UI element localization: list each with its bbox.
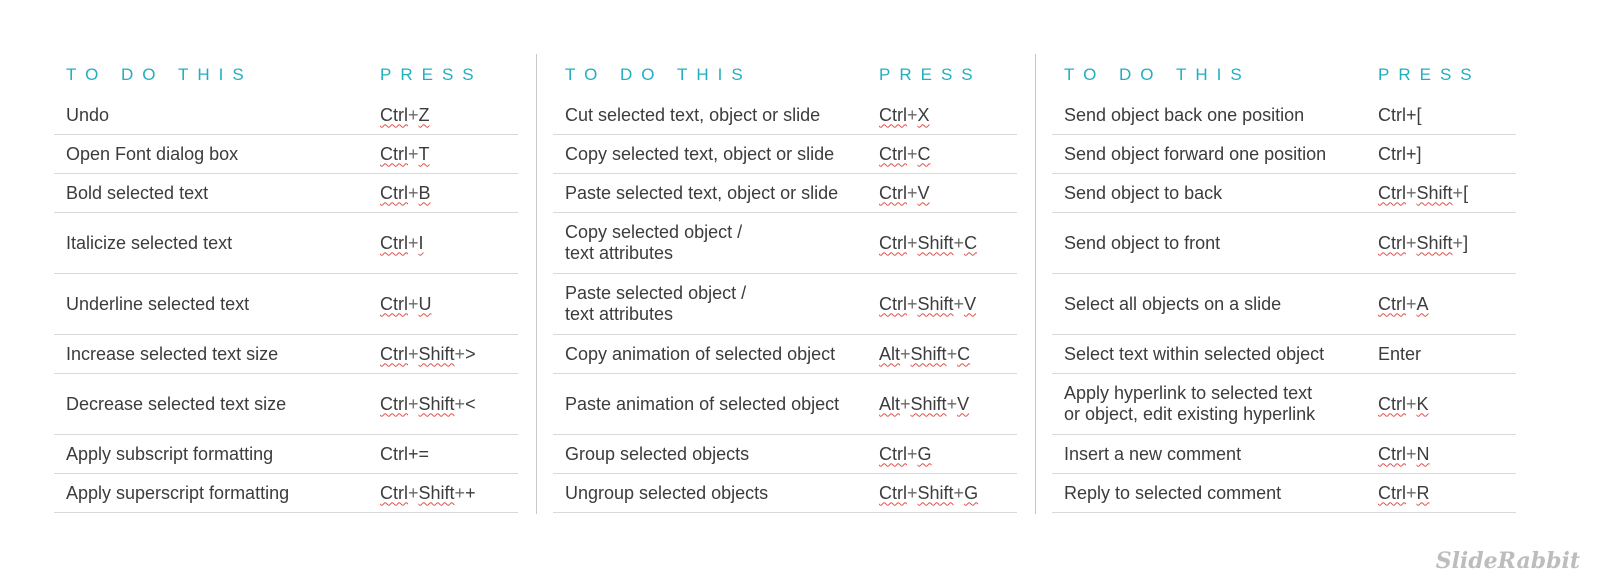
table-row <box>1052 96 1516 135</box>
shortcut-keys: Ctrl+Shift++ <box>380 482 476 503</box>
key-label: A <box>1416 293 1429 314</box>
key-label: Ctrl+[ <box>1378 104 1422 125</box>
key-label: V <box>964 293 977 314</box>
table-row <box>1052 474 1516 513</box>
key-label: ] <box>1463 232 1469 253</box>
key-label: Shift <box>1416 182 1453 203</box>
key-label: Ctrl <box>1378 393 1406 414</box>
key-label: V <box>917 182 930 203</box>
key-label: N <box>1416 443 1430 464</box>
table-row <box>54 213 518 274</box>
key-label: Shift <box>910 343 947 364</box>
key-label: R <box>1416 482 1430 503</box>
key-label: Ctrl <box>879 293 907 314</box>
table-row <box>54 374 518 435</box>
shortcut-keys: Ctrl+A <box>1378 293 1429 314</box>
shortcut-keys: Ctrl+T <box>380 143 430 164</box>
action-description: Apply hyperlink to selected text or object, edit existing hyperlink <box>1064 383 1316 424</box>
shortcut-keys: Ctrl+Shift+G <box>879 482 979 503</box>
key-label: < <box>465 393 476 414</box>
action-description: Apply subscript formatting <box>66 443 274 464</box>
action-description: Send object forward one position <box>1064 143 1327 164</box>
shortcut-keys: Alt+Shift+C <box>879 343 971 364</box>
table-row <box>54 335 518 374</box>
key-label: X <box>917 104 930 125</box>
table-row <box>553 274 1017 335</box>
header-to-do-this: TO DO THIS <box>1064 65 1251 84</box>
key-label: B <box>418 182 431 203</box>
table-row <box>54 274 518 335</box>
shortcut-keys: Ctrl+C <box>879 143 931 164</box>
action-description: Decrease selected text size <box>66 393 287 414</box>
key-label: Ctrl <box>879 143 907 164</box>
action-description: Increase selected text size <box>66 343 279 364</box>
action-description: Undo <box>66 104 110 125</box>
table-row <box>54 435 518 474</box>
table-row <box>553 213 1017 274</box>
key-label: > <box>465 343 476 364</box>
table-row <box>553 135 1017 174</box>
action-description: Italicize selected text <box>66 232 233 253</box>
sliderabbit-logo: SlideRabbit <box>1435 548 1580 574</box>
shortcut-keys: Ctrl+N <box>1378 443 1430 464</box>
key-label: Ctrl <box>879 182 907 203</box>
key-label: Ctrl <box>1378 443 1406 464</box>
key-label: Alt <box>879 393 901 414</box>
table-row <box>1052 174 1516 213</box>
table-header <box>1052 54 1516 96</box>
header-press: PRESS <box>879 65 982 84</box>
action-description: Reply to selected comment <box>1064 482 1282 503</box>
key-label: Ctrl <box>380 293 408 314</box>
shortcut-keys: Ctrl+G <box>879 443 932 464</box>
table-header <box>54 54 518 96</box>
action-description: Send object to back <box>1064 182 1223 203</box>
shortcut-keys: Ctrl+Z <box>380 104 430 125</box>
table-row <box>553 474 1017 513</box>
key-label: Ctrl <box>380 393 408 414</box>
header-press: PRESS <box>380 65 483 84</box>
key-label: Shift <box>917 293 954 314</box>
key-label: Shift <box>1416 232 1453 253</box>
table-row <box>1052 435 1516 474</box>
key-label: V <box>957 393 970 414</box>
action-description: Select text within selected object <box>1064 343 1325 364</box>
key-label: K <box>1416 393 1429 414</box>
shortcut-keys: Ctrl+U <box>380 293 432 314</box>
shortcut-keys: Ctrl+Shift+V <box>879 293 977 314</box>
shortcut-keys: Ctrl+X <box>879 104 930 125</box>
table-row <box>1052 135 1516 174</box>
table-row <box>553 174 1017 213</box>
header-to-do-this: TO DO THIS <box>565 65 752 84</box>
shortcut-table-2 <box>553 54 1017 513</box>
table-row <box>553 374 1017 435</box>
shortcut-keys <box>380 444 518 465</box>
action-description: Bold selected text <box>66 182 209 203</box>
key-label: C <box>964 232 978 253</box>
action-description: Group selected objects <box>565 443 750 464</box>
table-row <box>54 474 518 513</box>
column-divider <box>1035 54 1036 514</box>
header-press: PRESS <box>1378 65 1481 84</box>
key-label: Ctrl <box>879 482 907 503</box>
key-label: C <box>957 343 971 364</box>
action-description: Paste selected object / text attributes <box>565 283 747 324</box>
action-description: Ungroup selected objects <box>565 482 769 503</box>
shortcut-keys: Ctrl+R <box>1378 482 1430 503</box>
action-description: Paste animation of selected object <box>565 393 840 414</box>
action-description: Insert a new comment <box>1064 443 1242 464</box>
table-row <box>1052 274 1516 335</box>
key-label: Ctrl <box>380 482 408 503</box>
key-label: Shift <box>917 482 954 503</box>
key-label: U <box>418 293 432 314</box>
key-label: Shift <box>418 482 455 503</box>
table-row <box>553 96 1017 135</box>
key-label: Ctrl <box>879 232 907 253</box>
key-label: C <box>917 143 931 164</box>
action-description: Copy animation of selected object <box>565 343 836 364</box>
shortcut-keys <box>1378 144 1516 165</box>
key-label: Ctrl <box>1378 182 1406 203</box>
key-label: G <box>964 482 979 503</box>
key-label: Ctrl <box>380 182 408 203</box>
key-label: Ctrl <box>380 343 408 364</box>
shortcut-keys: Alt+Shift+V <box>879 393 970 414</box>
key-label: + <box>465 482 476 503</box>
action-description: Apply superscript formatting <box>66 482 290 503</box>
key-label: Ctrl <box>879 443 907 464</box>
key-label: Ctrl <box>1378 232 1406 253</box>
table-row <box>553 435 1017 474</box>
action-description: Copy selected text, object or slide <box>565 143 835 164</box>
key-label: Z <box>418 104 430 125</box>
action-description: Send object to front <box>1064 232 1221 253</box>
key-label: Ctrl <box>1378 293 1406 314</box>
key-label: Shift <box>917 232 954 253</box>
column-divider <box>536 54 537 514</box>
table-row <box>54 96 518 135</box>
table-row <box>1052 213 1516 274</box>
key-label: Enter <box>1378 343 1422 364</box>
shortcut-keys: Ctrl+Shift+] <box>1378 232 1469 253</box>
table-row <box>54 174 518 213</box>
key-label: Ctrl <box>1378 482 1406 503</box>
shortcut-table-3 <box>1052 54 1516 513</box>
action-description: Copy selected object / text attributes <box>565 222 743 263</box>
key-label: T <box>418 143 430 164</box>
key-label: Ctrl <box>380 104 408 125</box>
shortcut-keys: Ctrl+Shift+> <box>380 343 476 364</box>
table-row <box>1052 335 1516 374</box>
table-row <box>553 335 1017 374</box>
action-description: Paste selected text, object or slide <box>565 182 839 203</box>
key-label: Ctrl <box>380 143 408 164</box>
action-description: Cut selected text, object or slide <box>565 104 821 125</box>
key-label: Shift <box>418 393 455 414</box>
key-label: G <box>917 443 932 464</box>
key-label: Ctrl <box>879 104 907 125</box>
key-label: Alt <box>879 343 901 364</box>
shortcut-keys <box>1378 105 1516 126</box>
shortcut-keys: Ctrl+Shift+C <box>879 232 978 253</box>
key-label: [ <box>1463 182 1469 203</box>
table-row <box>54 135 518 174</box>
table-row <box>1052 374 1516 435</box>
key-label: Ctrl+] <box>1378 143 1422 164</box>
key-label: Ctrl+= <box>380 443 430 464</box>
action-description: Select all objects on a slide <box>1064 293 1282 314</box>
key-label: Shift <box>418 343 455 364</box>
key-label: Ctrl <box>380 232 408 253</box>
shortcut-keys: Ctrl+I <box>380 232 424 253</box>
key-label: Shift <box>910 393 947 414</box>
action-description: Open Font dialog box <box>66 143 239 164</box>
header-to-do-this: TO DO THIS <box>66 65 253 84</box>
key-label: I <box>418 232 424 253</box>
shortcut-keys: Ctrl+V <box>879 182 930 203</box>
shortcut-keys: Ctrl+K <box>1378 393 1429 414</box>
shortcut-keys <box>1378 344 1516 365</box>
table-header <box>553 54 1017 96</box>
shortcut-keys: Ctrl+B <box>380 182 431 203</box>
action-description: Send object back one position <box>1064 104 1305 125</box>
shortcut-keys: Ctrl+Shift+< <box>380 393 476 414</box>
action-description: Underline selected text <box>66 293 250 314</box>
shortcut-table-1 <box>54 54 518 513</box>
shortcut-keys: Ctrl+Shift+[ <box>1378 182 1469 203</box>
